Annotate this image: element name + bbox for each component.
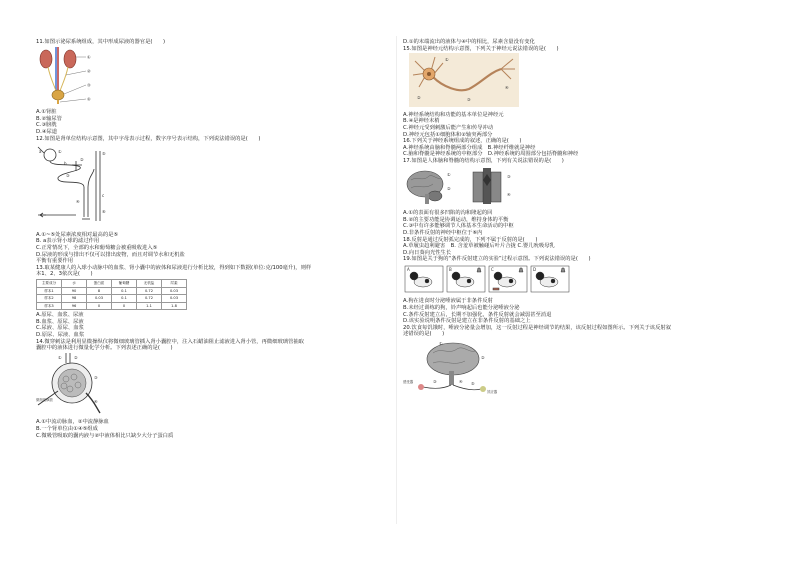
q12-label-2: ② [80,157,84,163]
cerebellum [428,191,442,201]
q19-stem: 19.如图是关于狗的“条件反射建立的实验”过程示意图。下列说法错误的是( ) [403,256,591,263]
table-cell: 96 [62,302,87,310]
table-cell: 0.03 [87,295,112,303]
q13-stem-2: 本1、2、3依次是( ) [36,271,93,278]
q13-option-c: C.尿液、原尿、血浆 [36,325,84,332]
q17-label-3: ③ [507,173,511,179]
q12-option-a: A.①~⑤处尿素浓度相对最高的是⑤ [36,231,119,238]
q12-option-b: B. a表示肾小球的滤过作用 [36,238,100,245]
salivation-reflex-figure [403,339,503,395]
q12-label-b: b [64,161,67,167]
q20-label-1: ① [439,341,443,347]
salivary-gland [480,386,486,392]
q15-option-c: C.神经元受到刺激后能产生和传导冲动 [403,124,494,131]
glomerulus-capillaries [58,369,86,397]
q19-option-c: C.条件反射建立后，长期不加强化，条件反射就会减弱甚至消退 [403,311,552,318]
q14-option-b: B.一个肾单位由①④⑤组成 [36,426,98,433]
neuron-figure [409,53,519,107]
q12-option-d-cont: 平衡有重要作用 [36,258,74,265]
q12-option-d: D.尿液的形成与排出不仅可以排出废物，而且对调节水和无机盐 [36,251,185,258]
tongue-receptor [418,384,424,390]
table-header: 水 [62,279,87,287]
table-cell: 1.1 [137,302,162,310]
dog-conditioning-figure [403,264,573,294]
q14-label-pipette: 微细玻璃管 [36,397,53,402]
table-header: 无机盐 [137,279,162,287]
q11-stem: 11.如图示泌尿系统组成，其中形成尿液的器官是( ) [36,39,166,45]
left-kidney [40,50,52,68]
ureter-left [48,67,56,91]
table-cell: 0.03 [162,287,187,295]
q20-label-receptor: 感受器 [403,380,414,385]
q12-label-6: ⑥ [102,209,106,215]
q12-label-a: a [39,149,42,155]
q17-option-c: C.③中有许多能够调节人体基本生命活动的中枢 [403,223,514,230]
q20-stem-2: 述错误的是( ) [403,331,445,338]
q14-label-4: ④ [94,398,98,404]
q20-label-effector: 效应器 [487,390,498,395]
q13-option-b: B.血浆、原尿、尿液 [36,318,84,325]
q14-option-a: A.①中流动脉血，②中流静脉血 [36,419,109,426]
q15-option-d: D.神经元包括①细胞体和②轴突两部分 [403,131,493,138]
table-cell: 0.72 [137,287,162,295]
q19-panel-label: D [533,266,537,272]
table-cell: 0.72 [137,295,162,303]
q11-option-b: B.②输尿管 [36,115,62,122]
panel-d [531,266,569,292]
bladder [52,90,64,100]
brain-spinal-cord-figure [403,166,533,206]
q13-stem-1: 13.取某健康人的入球小动脉中的血浆、肾小囊中的液体和尿液进行分析比较，得到如下数据(单位:克/100毫升)，则样 [36,264,312,271]
table-row [37,287,187,295]
q15-label-1: ① [445,57,449,63]
q14-stem-2: 囊腔中的液体进行微量化学分析。下列表述正确的是( ) [36,345,173,352]
table-header: 蛋白质 [87,279,112,287]
right-kidney [64,50,76,68]
q11-option-c: C.③膀胱 [36,122,57,129]
panel-b [447,266,485,292]
q19-panel-label: A [407,266,410,272]
q15-label-4: ④ [505,85,509,91]
q16-stem: 16.下列关于神经系统组成的叙述，正确的是( ) [403,138,522,145]
q14-option-c: C.微吸管吸取的囊内液与②中液体相比只缺少大分子蛋白质 [36,432,174,439]
q15-label-2: ② [417,95,421,101]
brain [427,343,479,375]
brainstem [425,194,429,204]
q14-stem-1: 14.微穿刺法是利用显微操纵仪将微细玻璃管插入肾小囊腔中，注入石蜡油阻止滤液进入肾小管，再微细玻璃管抽取 [36,338,304,345]
q17-label-2: ② [447,185,451,191]
table-cell: 1.8 [162,302,187,310]
column-divider [396,36,397,524]
q12-option-c: C.正常情况下，全部的水和葡萄糖会被重吸收进入⑤ [36,244,158,251]
q17-option-a: A.①的表面有很多凹陷的沟和隆起的回 [403,210,493,217]
collecting-duct [96,151,100,221]
q12-label-1: ① [58,149,62,155]
table-cell: 98 [62,295,87,303]
table-cell: 样本2 [37,295,62,303]
table-cell: 0 [87,302,112,310]
q17-option-d: D.非条件反射的神经中枢位于⑥内 [403,229,483,236]
q17-option-b: B.②的主要功能是协调运动，维持身体的平衡 [403,216,509,223]
q12-label-5: ⑤ [102,151,106,157]
panel-c [489,266,527,292]
table-cell: 8 [87,287,112,295]
q13-option-a: A.原尿、血浆、尿液 [36,312,84,319]
table-header: 葡萄糖 [112,279,137,287]
q20-label-4: ④ [459,379,463,385]
q11-label-1: ① [87,54,91,60]
q12-stem: 12.如图是肾单位结构示意图，其中字母表示过程，数字序号表示结构，下列说法错误的是( ) [36,135,261,142]
table-row [37,295,187,303]
q11-option-d: D.④尿道 [36,128,58,135]
q12-label-c: c [102,193,105,199]
table-cell: 0.1 [112,287,137,295]
table-cell: 0 [112,302,137,310]
q18-options-abc: A.草履虫趋利避害 B. 含羞草被触碰后叶片合拢 C.婴儿吮吸母乳 [403,243,555,250]
table-cell: 样本1 [37,287,62,295]
q12-label-3: ③ [66,173,70,179]
q18-option-d: D.向日葵向光性生长 [403,249,452,256]
food-bowl-icon [493,288,499,290]
bell-icon [477,268,481,272]
q15-option-b: B.④是神经末梢 [403,118,440,125]
q11-label-3: ③ [87,82,91,88]
q16-options-ab: A.神经系统由脑和脊髓两部分组成 B.神经纤维就是神经 [403,144,536,151]
q13-data-table [36,279,187,310]
q14-option-d: D.①的末端流出的液体与④中的相比，尿素含量没有变化 [403,39,535,45]
q11-option-a: A.①肾脏 [36,109,57,116]
q19-option-b: B.未经过训练的狗，铃声响起后也能分泌唾液分泌 [403,305,520,312]
q20-label-3: ③ [433,379,437,385]
q13-option-d: D.原尿、尿液、血浆 [36,332,85,339]
q20-stem-1: 20.饮食每饥饿时，唾液分泌量会增加，这一反射过程是神经调节的结果，该反射过程如图所示。下列关于该反射叙 [403,324,671,331]
q11-label-4: ④ [87,96,91,102]
q20-label-5: ⑤ [471,381,475,387]
q16-options-cd: C.脑和脊髓是神经系统的中枢部分 D.神经系统的周围部分包括脊髓和神经 [403,151,579,158]
q17-label-1: ① [447,171,451,177]
q15-label-3: ③ [467,97,471,103]
q17-stem: 17.如图是人体脑和脊髓的结构示意图，下列有关说法错误的是( ) [403,157,564,164]
glomerulus [44,149,56,161]
table-header-row [37,279,187,287]
glomerulus-micropuncture-figure [36,353,106,415]
nephron-figure [36,143,108,227]
q14-label-2: ② [74,354,78,360]
q19-option-d: D.该实验说明条件反射是建立在非条件反射的基础之上 [403,318,531,325]
q17-label-4: ④ [507,191,511,197]
table-cell: 0.03 [162,295,187,303]
q14-label-1: ① [58,354,62,360]
table-cell: 0.1 [112,295,137,303]
q12-label-4: ④ [76,199,80,205]
q19-panel-label: B [449,266,452,272]
q18-stem: 18.反射是通过反射弧完成的，下列不属于反射的是( ) [403,236,538,243]
urinary-system-figure [36,47,96,105]
q15-stem: 15.如图是神经元结构示意图，下列关于神经元说法错误的是( ) [403,45,559,52]
panel-a [405,266,443,292]
q14-label-3: ③ [94,374,98,380]
table-header: 主要成分 [37,279,62,287]
table-header: 尿素 [162,279,187,287]
table-cell: 90 [62,287,87,295]
q15-option-a: A.神经系统结构和功能的基本单位是神经元 [403,111,504,118]
left-column [36,39,391,439]
q11-label-2: ② [87,68,91,74]
q19-option-a: A.狗在进食时分泌唾液属于非条件反射 [403,298,493,305]
bell-icon [519,268,523,272]
bell-icon [561,268,565,272]
table-row [37,302,187,310]
q20-label-2: ② [481,355,485,361]
urethra [57,100,59,104]
ureter-right [60,67,68,91]
right-column [403,39,763,400]
q19-panel-label: C [491,266,494,272]
table-cell: 样本3 [37,302,62,310]
